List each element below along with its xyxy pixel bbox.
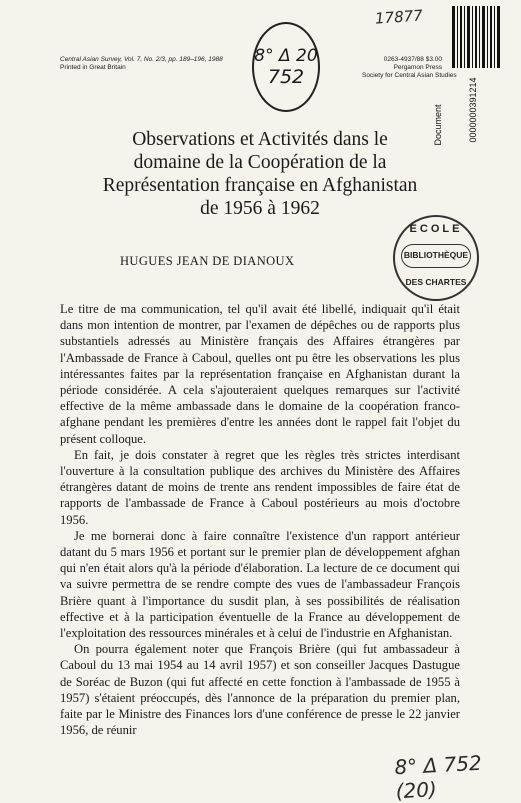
publisher: Pergamon Press [393, 64, 442, 71]
seal-top-text: ECOLE [409, 223, 463, 235]
journal-citation: Central Asian Survey, Vol. 7, No. 2/3, pp. 189–196, 1988 [60, 56, 223, 63]
shelfmark-stamp-line1: 8° Δ 20 [254, 46, 318, 66]
title-line: domaine de la Coopération de la [133, 152, 387, 173]
paragraph: Je me bornerai donc à faire connaître l'existence d'un rapport antérieur datant du 5 mars 1956 et portant sur le premier plan de développement afghan qui n'en était alors qu'à la période d'élaboration. La lecture de ce document qui va suivre permettra de se rendre compte des vues de l'ambassadeur François Brière quant à l'importance du susdit plan, à ses possibilités de réalisation effective et à la participation éventuelle de la France au développement de l'exploitation des ressources minérales et à celui de l'industrie en Afghanistan. [60, 528, 460, 641]
library-seal [393, 215, 479, 301]
title-line: de 1956 à 1962 [200, 198, 320, 219]
seal-middle-text: BIBLIOTHÈQUE [403, 250, 469, 260]
handwritten-shelfmark: 8° Δ 752 (20) [393, 750, 483, 803]
article-title [40, 128, 480, 220]
handwritten-accession-number: 17877 [374, 6, 424, 28]
title-line: Représentation française en Afghanistan [102, 175, 418, 196]
paragraph: Le titre de ma communication, tel qu'il avait été libellé, indiquait qu'il était dans mon intention de montrer, par l'examen de dépêches ou de rapports plus substantiels adressés au Ministère français des Affaires étrangères par l'Ambassade de France à Caboul, quelles ont pu être les observations les plus intéressantes faites par la représentation française en Afghanistan durant la période considérée. A cela s'ajouteraient quelques remarques sur l'activité effective de la même ambassade dans le domaine de la coopération franco-afghane pendant les premières d'entre les années dont le rappel fait l'objet du présent colloque. [60, 302, 460, 446]
shelfmark-stamp [252, 22, 320, 112]
document-label: Document [433, 104, 443, 146]
document-code: 0000000391214 [468, 77, 478, 143]
journal-header-left [60, 56, 223, 72]
paragraph: On pourra également noter que François Brière (qui fut ambassadeur à Caboul du 13 mai 1954 au 14 avril 1957) et son conseiller Jacques Dastugue de Soréac de Buzon (qui fut affecté en cette fonction à l'ambassade de 1955 à 1957) s'étaient préoccupés, dès l'annonce de la préparation du premier plan, faite par le Ministre des Finances lors d'une conférence de presse le 22 janvier 1956, de réunir [60, 642, 460, 738]
seal-bottom-text: DES CHARTES [405, 277, 467, 287]
printed-in: Printed in Great Britain [60, 64, 126, 71]
title-line: Observations et Activités dans le [132, 129, 388, 150]
barcode [452, 6, 500, 68]
author-name: HUGUES JEAN DE DIANOUX [120, 254, 295, 268]
paragraph: En fait, je dois constater à regret que les règles très strictes interdisant l'ouverture à la consultation publique des archives du Ministère des Affaires étrangères datant de moins de trente ans rendent impossibles de faire état de rapports de l'ambassade de France à Caboul postérieurs au mois d'octobre 1956. [60, 447, 460, 527]
society: Society for Central Asian Studies [362, 72, 457, 79]
journal-header-right [362, 56, 457, 80]
issn-price: 0263-4937/88 $3.00 [383, 56, 442, 63]
article-body [60, 301, 460, 738]
shelfmark-stamp-line2: 752 [267, 66, 305, 88]
